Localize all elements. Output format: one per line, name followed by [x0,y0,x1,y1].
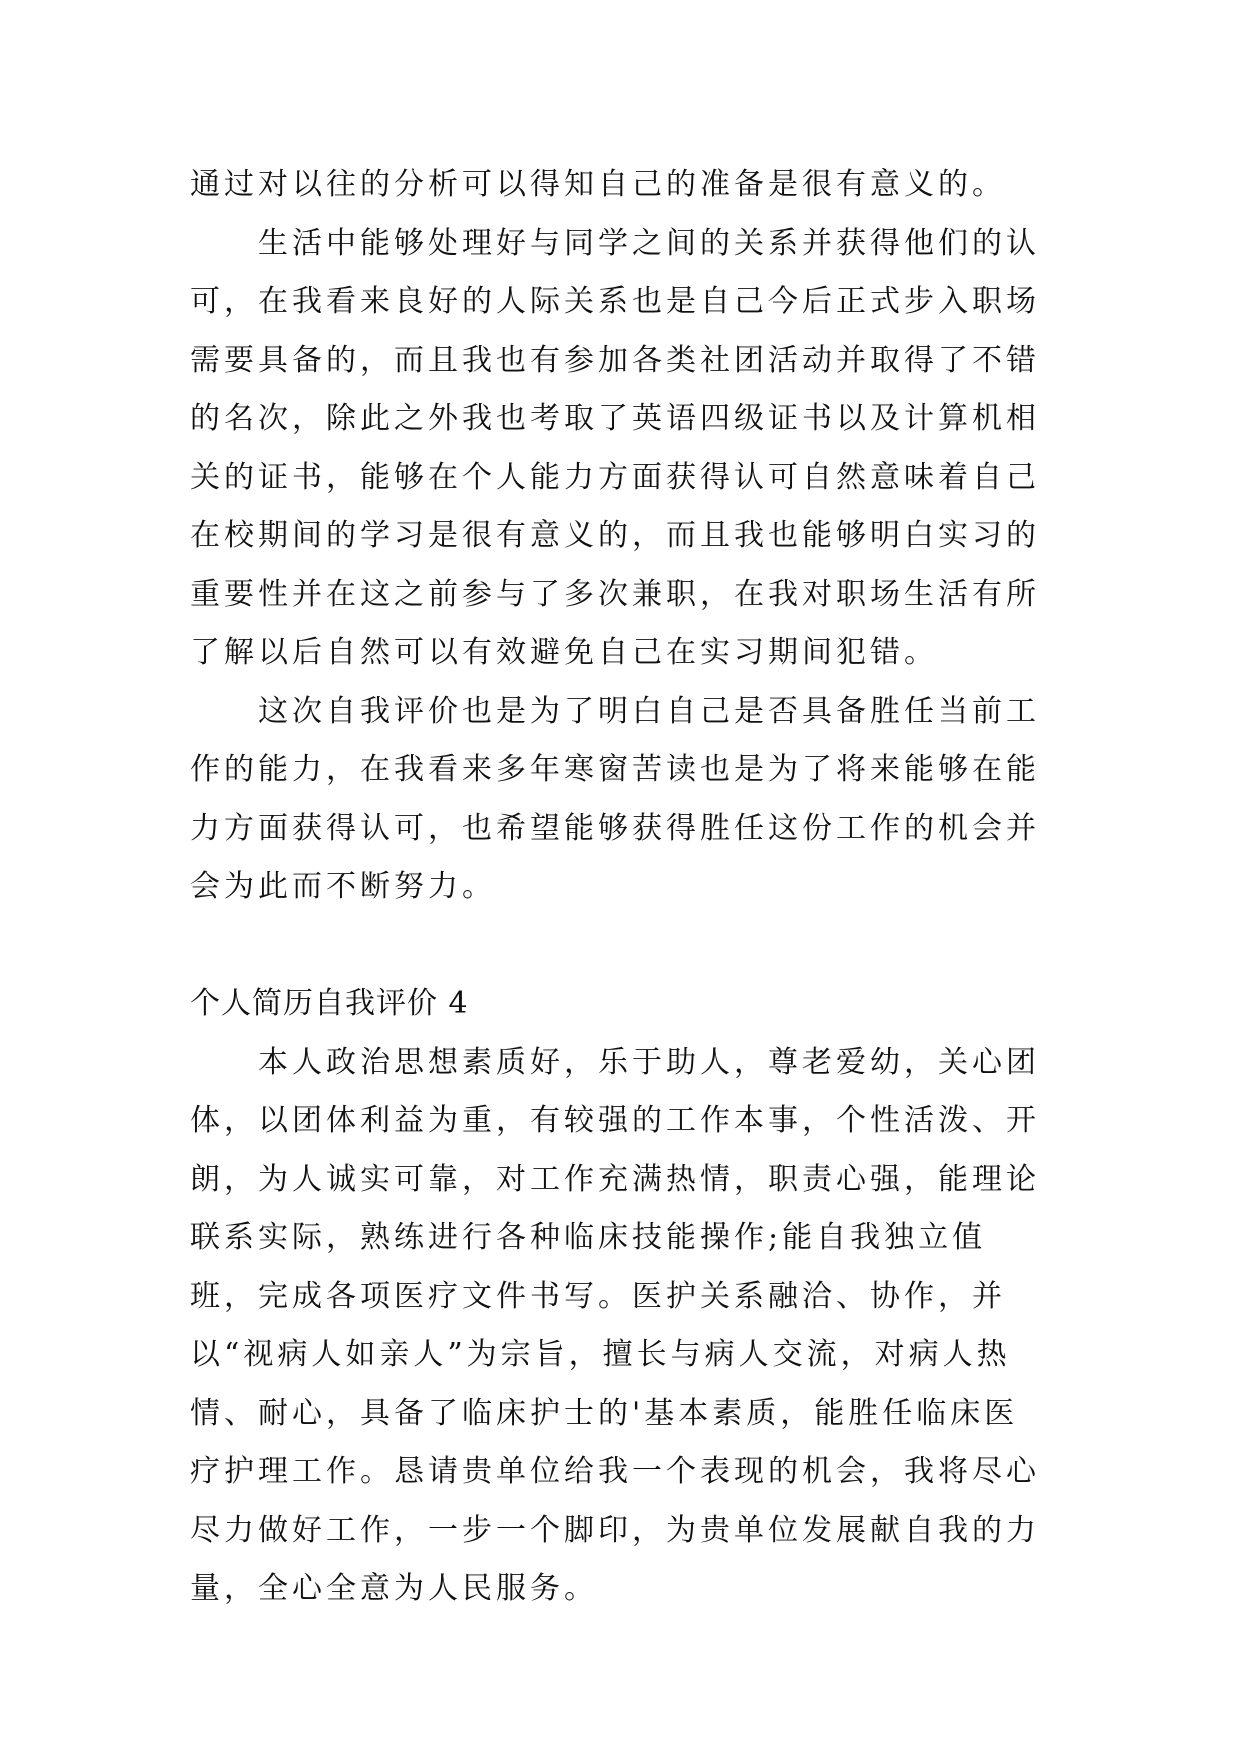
paragraph-self-evaluation: 这次自我评价也是为了明白自己是否具备胜任当前工作的能力，在我看来多年寒窗苦读也是为了将来能够在能力方面获得认可，也希望能够获得胜任这份工作的机会并会为此而不断努力。 [190,693,1040,904]
document-body [190,156,1050,1619]
section-heading: 个人简历自我评价 4 [190,986,469,1021]
section-gap [190,917,1050,976]
paragraph-resume-4: 本人政治思想素质好，乐于助人，尊老爱幼，关心团体，以团体利益为重，有较强的工作本事，个性活泼、开朗，为人诚实可靠，对工作充满热情，职责心强，能理论联系实际，熟练进行各种临床技能操作;能自我独立值班，完成各项医疗文件书写。医护关系融洽、协作，并以“视病人如亲人”为宗旨，擅长与病人交流，对病人热情、耐心，具备了临床护士的'基本素质，能胜任临床医疗护理工作。恳请贵单位给我一个表现的机会，我将尽心尽力做好工作，一步一个脚印，为贵单位发展献自我的力量，全心全意为人民服务。 [190,1044,1040,1606]
paragraph-continuation: 通过对以往的分析可以得知自己的准备是很有意义的。 [190,167,1006,202]
paragraph-relationships: 生活中能够处理好与同学之间的关系并获得他们的认可，在我看来良好的人际关系也是自己今后正式步入职场需要具备的，而且我也有参加各类社团活动并取得了不错的名次，除此之外我也考取了英语四级证书以及计算机相关的证书，能够在个人能力方面获得认可自然意味着自己在校期间的学习是很有意义的，而且我也能够明白实习的重要性并在这之前参与了多次兼职，在我对职场生活有所了解以后自然可以有效避免自己在实习期间犯错。 [190,225,1040,670]
